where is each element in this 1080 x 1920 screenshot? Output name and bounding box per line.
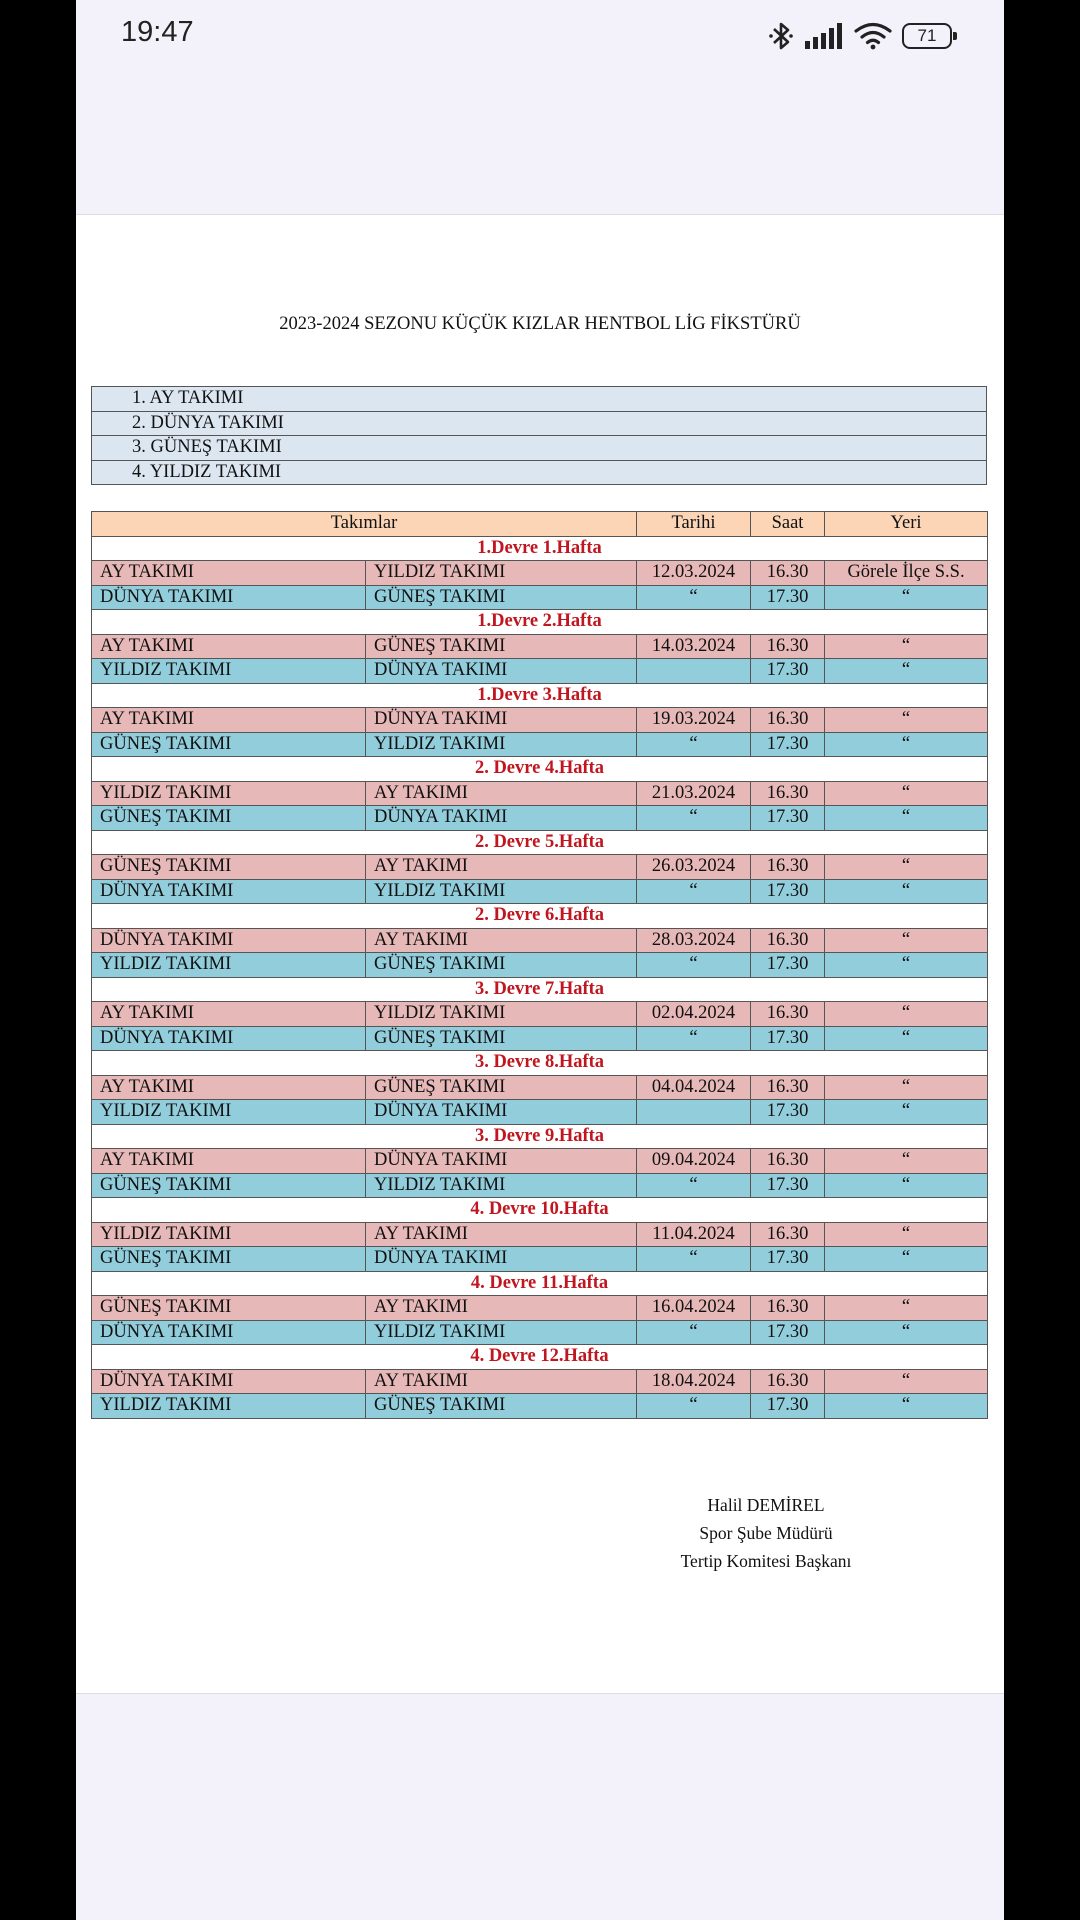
team-list (91, 386, 987, 485)
away-team: GÜNEŞ TAKIMI (366, 953, 637, 978)
match-place: “ (825, 1222, 988, 1247)
match-date: “ (637, 1026, 751, 1051)
team-name: 2. DÜNYA TAKIMI (92, 411, 987, 436)
match-date: 28.03.2024 (637, 928, 751, 953)
away-team: AY TAKIMI (366, 781, 637, 806)
match-date: “ (637, 953, 751, 978)
match-place: “ (825, 1149, 988, 1174)
away-team: AY TAKIMI (366, 1296, 637, 1321)
away-team: DÜNYA TAKIMI (366, 1100, 637, 1125)
match-row (92, 1173, 988, 1198)
week-header-row (92, 977, 988, 1002)
away-team: GÜNEŞ TAKIMI (366, 1075, 637, 1100)
match-place: “ (825, 585, 988, 610)
fixture-body (92, 536, 988, 1418)
match-place: “ (825, 1247, 988, 1272)
match-time: 16.30 (751, 1369, 825, 1394)
match-date: 14.03.2024 (637, 634, 751, 659)
week-header-row (92, 1051, 988, 1076)
match-row (92, 806, 988, 831)
match-row (92, 1100, 988, 1125)
away-team: AY TAKIMI (366, 855, 637, 880)
week-header-row (92, 904, 988, 929)
away-team: DÜNYA TAKIMI (366, 1247, 637, 1272)
week-header-row (92, 683, 988, 708)
battery-level: 71 (917, 26, 937, 45)
match-time: 16.30 (751, 1002, 825, 1027)
week-label: 2. Devre 4.Hafta (92, 757, 988, 782)
header-date: Tarihi (637, 512, 751, 537)
match-time: 17.30 (751, 806, 825, 831)
team-name: 3. GÜNEŞ TAKIMI (92, 436, 987, 461)
match-row (92, 1247, 988, 1272)
match-row (92, 1222, 988, 1247)
home-team: DÜNYA TAKIMI (92, 585, 366, 610)
match-date: “ (637, 1320, 751, 1345)
home-team: DÜNYA TAKIMI (92, 1320, 366, 1345)
match-place: “ (825, 781, 988, 806)
match-row (92, 708, 988, 733)
match-time: 17.30 (751, 585, 825, 610)
signature-role: Spor Şube Müdürü (699, 1523, 833, 1543)
match-time: 16.30 (751, 855, 825, 880)
match-place: “ (825, 634, 988, 659)
signature-title: Tertip Komitesi Başkanı (680, 1551, 852, 1571)
match-row (92, 1149, 988, 1174)
match-date: 11.04.2024 (637, 1222, 751, 1247)
week-label: 4. Devre 10.Hafta (92, 1198, 988, 1223)
away-team: AY TAKIMI (366, 928, 637, 953)
match-time: 17.30 (751, 1026, 825, 1051)
week-header-row (92, 830, 988, 855)
home-team: AY TAKIMI (92, 1002, 366, 1027)
team-list-item (92, 460, 987, 485)
match-place: “ (825, 732, 988, 757)
away-team: YILDIZ TAKIMI (366, 732, 637, 757)
match-place: “ (825, 1320, 988, 1345)
match-date: 04.04.2024 (637, 1075, 751, 1100)
match-time: 16.30 (751, 1075, 825, 1100)
match-time: 16.30 (751, 1149, 825, 1174)
match-date: “ (637, 1247, 751, 1272)
match-time: 17.30 (751, 1320, 825, 1345)
header-time: Saat (751, 512, 825, 537)
home-team: YILDIZ TAKIMI (92, 659, 366, 684)
home-team: GÜNEŞ TAKIMI (92, 806, 366, 831)
home-team: GÜNEŞ TAKIMI (92, 1296, 366, 1321)
match-time: 17.30 (751, 1173, 825, 1198)
match-date: “ (637, 1394, 751, 1419)
team-name: 4. YILDIZ TAKIMI (92, 460, 987, 485)
week-header-row (92, 536, 988, 561)
document-title: 2023-2024 SEZONU KÜÇÜK KIZLAR HENTBOL LİG FİKSTÜRÜ (279, 314, 801, 334)
battery-icon (902, 23, 952, 49)
home-team: YILDIZ TAKIMI (92, 1222, 366, 1247)
match-time: 16.30 (751, 1222, 825, 1247)
match-row (92, 879, 988, 904)
fixture-header-row (92, 512, 988, 537)
match-place: “ (825, 953, 988, 978)
week-label: 1.Devre 1.Hafta (92, 536, 988, 561)
match-date: 18.04.2024 (637, 1369, 751, 1394)
match-row (92, 1394, 988, 1419)
away-team: YILDIZ TAKIMI (366, 1002, 637, 1027)
match-row (92, 732, 988, 757)
home-team: AY TAKIMI (92, 1149, 366, 1174)
match-time: 16.30 (751, 781, 825, 806)
status-bar (76, 0, 1004, 72)
home-team: GÜNEŞ TAKIMI (92, 1247, 366, 1272)
home-team: AY TAKIMI (92, 634, 366, 659)
status-time: 19:47 (121, 16, 194, 48)
document-page (76, 214, 1004, 1694)
away-team: DÜNYA TAKIMI (366, 708, 637, 733)
match-time: 17.30 (751, 1394, 825, 1419)
week-header-row (92, 757, 988, 782)
match-date: 09.04.2024 (637, 1149, 751, 1174)
match-place: Görele İlçe S.S. (825, 561, 988, 586)
match-place: “ (825, 1296, 988, 1321)
week-label: 3. Devre 9.Hafta (92, 1124, 988, 1149)
match-place: “ (825, 879, 988, 904)
match-row (92, 1002, 988, 1027)
home-team: DÜNYA TAKIMI (92, 1026, 366, 1051)
match-row (92, 1026, 988, 1051)
week-label: 1.Devre 3.Hafta (92, 683, 988, 708)
header-place: Yeri (825, 512, 988, 537)
phone-screen (76, 0, 1004, 1920)
match-row (92, 659, 988, 684)
home-team: GÜNEŞ TAKIMI (92, 732, 366, 757)
home-team: AY TAKIMI (92, 1075, 366, 1100)
team-list-item (92, 411, 987, 436)
away-team: GÜNEŞ TAKIMI (366, 634, 637, 659)
away-team: DÜNYA TAKIMI (366, 1149, 637, 1174)
home-team: AY TAKIMI (92, 561, 366, 586)
away-team: AY TAKIMI (366, 1222, 637, 1247)
home-team: YILDIZ TAKIMI (92, 781, 366, 806)
match-time: 16.30 (751, 928, 825, 953)
away-team: GÜNEŞ TAKIMI (366, 1026, 637, 1051)
away-team: YILDIZ TAKIMI (366, 561, 637, 586)
match-time: 17.30 (751, 953, 825, 978)
match-date (637, 1100, 751, 1125)
week-header-row (92, 610, 988, 635)
away-team: YILDIZ TAKIMI (366, 1320, 637, 1345)
match-date: 12.03.2024 (637, 561, 751, 586)
home-team: YILDIZ TAKIMI (92, 1100, 366, 1125)
week-label: 3. Devre 7.Hafta (92, 977, 988, 1002)
match-date: “ (637, 732, 751, 757)
week-label: 2. Devre 5.Hafta (92, 830, 988, 855)
away-team: YILDIZ TAKIMI (366, 879, 637, 904)
week-label: 1.Devre 2.Hafta (92, 610, 988, 635)
match-place: “ (825, 708, 988, 733)
home-team: DÜNYA TAKIMI (92, 879, 366, 904)
home-team: AY TAKIMI (92, 708, 366, 733)
signal-icon (804, 23, 844, 49)
match-row (92, 561, 988, 586)
match-place: “ (825, 1026, 988, 1051)
match-time: 16.30 (751, 1296, 825, 1321)
match-date: “ (637, 1173, 751, 1198)
fixture-table (91, 511, 988, 1419)
match-place: “ (825, 659, 988, 684)
away-team: YILDIZ TAKIMI (366, 1173, 637, 1198)
away-team: DÜNYA TAKIMI (366, 806, 637, 831)
match-place: “ (825, 855, 988, 880)
bluetooth-icon (768, 20, 794, 52)
match-time: 16.30 (751, 708, 825, 733)
match-row (92, 1075, 988, 1100)
week-header-row (92, 1271, 988, 1296)
match-date: 16.04.2024 (637, 1296, 751, 1321)
team-name: 1. AY TAKIMI (92, 387, 987, 412)
match-row (92, 928, 988, 953)
match-time: 16.30 (751, 634, 825, 659)
match-place: “ (825, 1173, 988, 1198)
away-team: DÜNYA TAKIMI (366, 659, 637, 684)
match-row (92, 585, 988, 610)
match-row (92, 1369, 988, 1394)
match-date: “ (637, 585, 751, 610)
match-time: 16.30 (751, 561, 825, 586)
match-place: “ (825, 806, 988, 831)
home-team: DÜNYA TAKIMI (92, 928, 366, 953)
status-icons (768, 18, 952, 54)
match-row (92, 1296, 988, 1321)
week-header-row (92, 1198, 988, 1223)
match-place: “ (825, 1100, 988, 1125)
match-row (92, 855, 988, 880)
home-team: YILDIZ TAKIMI (92, 953, 366, 978)
week-header-row (92, 1124, 988, 1149)
match-date: 21.03.2024 (637, 781, 751, 806)
match-time: 17.30 (751, 659, 825, 684)
home-team: DÜNYA TAKIMI (92, 1369, 366, 1394)
home-team: GÜNEŞ TAKIMI (92, 1173, 366, 1198)
match-row (92, 781, 988, 806)
match-place: “ (825, 1369, 988, 1394)
team-list-item (92, 436, 987, 461)
home-team: GÜNEŞ TAKIMI (92, 855, 366, 880)
match-row (92, 953, 988, 978)
signature-name: Halil DEMİREL (707, 1495, 825, 1515)
week-label: 3. Devre 8.Hafta (92, 1051, 988, 1076)
away-team: GÜNEŞ TAKIMI (366, 585, 637, 610)
away-team: AY TAKIMI (366, 1369, 637, 1394)
match-time: 17.30 (751, 1247, 825, 1272)
away-team: GÜNEŞ TAKIMI (366, 1394, 637, 1419)
match-date (637, 659, 751, 684)
match-time: 17.30 (751, 1100, 825, 1125)
team-list-item (92, 387, 987, 412)
match-time: 17.30 (751, 879, 825, 904)
match-date: 02.04.2024 (637, 1002, 751, 1027)
header-teams: Takımlar (92, 512, 637, 537)
home-team: YILDIZ TAKIMI (92, 1394, 366, 1419)
match-time: 17.30 (751, 732, 825, 757)
match-place: “ (825, 1002, 988, 1027)
signature-block (636, 1491, 896, 1575)
wifi-icon (854, 22, 892, 50)
week-header-row (92, 1345, 988, 1370)
match-place: “ (825, 928, 988, 953)
match-date: 26.03.2024 (637, 855, 751, 880)
week-label: 4. Devre 12.Hafta (92, 1345, 988, 1370)
match-date: “ (637, 879, 751, 904)
match-date: “ (637, 806, 751, 831)
match-row (92, 634, 988, 659)
match-place: “ (825, 1394, 988, 1419)
match-row (92, 1320, 988, 1345)
match-place: “ (825, 1075, 988, 1100)
match-date: 19.03.2024 (637, 708, 751, 733)
week-label: 4. Devre 11.Hafta (92, 1271, 988, 1296)
week-label: 2. Devre 6.Hafta (92, 904, 988, 929)
